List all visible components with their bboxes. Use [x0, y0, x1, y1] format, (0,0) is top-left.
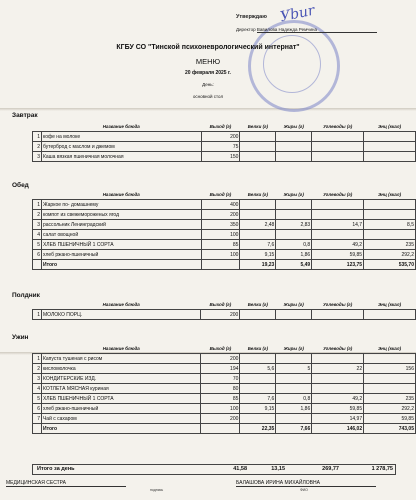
cell-e	[364, 142, 416, 152]
day-total-fat: 13,15	[271, 466, 285, 472]
cell-b: 9,15	[240, 250, 276, 260]
column-header: Углеводы (г)	[323, 302, 353, 307]
table-row	[33, 364, 416, 374]
cell-n: 3	[33, 374, 42, 384]
cell-b	[240, 132, 276, 142]
cell-name: ХЛЕБ ПШЕНИЧНЫЙ 1 СОРТА	[41, 394, 201, 404]
column-header: Выход (г)	[209, 192, 232, 197]
cell-e: 235	[364, 394, 416, 404]
cell-f: 0,8	[276, 240, 312, 250]
cell-b	[240, 142, 276, 152]
name-caption: ФИО	[300, 488, 308, 492]
cell-name: Каша вязкая пшеничная молочная	[41, 152, 201, 162]
day-total-label: Итого за день	[37, 466, 75, 472]
table-breakfast	[32, 122, 416, 162]
cell-out: 400	[201, 200, 240, 210]
cell-c: 59,85	[312, 404, 364, 414]
cell-f	[276, 414, 312, 424]
cell-b: 2,48	[240, 220, 276, 230]
cell-n: 7	[33, 414, 42, 424]
cell-f	[276, 152, 312, 162]
table-row	[33, 230, 416, 240]
cell-name: Чай с сахаром	[41, 414, 201, 424]
column-header: Название блюда	[102, 124, 140, 129]
cell-out: 70	[201, 374, 240, 384]
total-b: 19,23	[240, 260, 276, 270]
cell-name: Жаркое по- домашнему	[41, 200, 201, 210]
cell-b: 5,6	[240, 364, 276, 374]
cell-f: 1,86	[276, 250, 312, 260]
cell-n: 6	[33, 250, 42, 260]
table-header	[33, 122, 416, 132]
cell-c	[312, 384, 364, 394]
total-e: 743,05	[364, 424, 416, 434]
section-breakfast-title: Завтрак	[12, 112, 38, 119]
cell-b	[240, 310, 276, 320]
section-dinner-title: Ужин	[12, 334, 29, 341]
cell-b	[240, 230, 276, 240]
cell-n: 5	[33, 394, 42, 404]
header-num	[33, 344, 42, 354]
section-snack-title: Полдник	[12, 292, 40, 299]
cell-f	[276, 200, 312, 210]
cell-b: 9,15	[240, 404, 276, 414]
diet-type: основной стол	[192, 94, 224, 99]
cell-f	[276, 354, 312, 364]
cell-out: 100	[201, 230, 240, 240]
cell-out: 200	[201, 310, 240, 320]
column-header: Энц (ккал)	[378, 346, 402, 351]
table-row	[33, 200, 416, 210]
table-row	[33, 210, 416, 220]
column-header: Жиры (г)	[283, 302, 304, 307]
total-c: 123,75	[312, 260, 364, 270]
cell-name: компот из свежемороженых ягод	[41, 210, 201, 220]
director-line	[236, 27, 377, 33]
cell-c	[312, 354, 364, 364]
cell-name: ХЛЕБ ПШЕНИЧНЫЙ 1 СОРТА	[41, 240, 201, 250]
cell-f	[276, 310, 312, 320]
cell-n: 2	[33, 210, 42, 220]
table-row	[33, 310, 416, 320]
cell-out: 100	[201, 250, 240, 260]
cell-n: 1	[33, 354, 42, 364]
nurse-position: МЕДИЦИНСКАЯ СЕСТРА	[6, 480, 126, 487]
cell-e: 156	[364, 364, 416, 374]
table-row	[33, 220, 416, 230]
column-header: Название блюда	[102, 302, 140, 307]
total-row	[33, 260, 416, 270]
signature-caption: подпись	[150, 488, 164, 492]
cell-f: 2,83	[276, 220, 312, 230]
cell-f: 0,8	[276, 394, 312, 404]
column-header: Выход (г)	[209, 346, 232, 351]
organization-title: КГБУ СО "Тинской психоневрологический интернат"	[116, 44, 300, 51]
cell-e	[364, 200, 416, 210]
column-header: Выход (г)	[209, 302, 232, 307]
cell-b	[240, 152, 276, 162]
cell-b: 7,6	[240, 240, 276, 250]
table-row	[33, 250, 416, 260]
header-num	[33, 122, 42, 132]
cell-out: 200	[201, 132, 240, 142]
day-total-row	[32, 464, 396, 475]
cell-name: хлеб ржано-пшеничный	[41, 404, 201, 414]
cell-f	[276, 384, 312, 394]
cell-name: кофе на молоке	[41, 132, 201, 142]
column-header: Углеводы (г)	[323, 124, 353, 129]
cell-out: 200	[201, 414, 240, 424]
director-signature: Уbur	[278, 2, 317, 26]
empty-cell	[201, 424, 240, 434]
day-total-protein: 41,58	[233, 466, 247, 472]
cell-out: 150	[201, 152, 240, 162]
total-e: 535,70	[364, 260, 416, 270]
table-row	[33, 394, 416, 404]
cell-name: рассольник Ленинградский	[41, 220, 201, 230]
cell-c	[312, 374, 364, 384]
table-dinner	[32, 344, 416, 434]
column-header: Жиры (г)	[283, 346, 304, 351]
cell-c: 59,85	[312, 250, 364, 260]
total-row	[33, 424, 416, 434]
table-header	[33, 300, 416, 310]
empty-cell	[201, 260, 240, 270]
cell-name: хлеб ржано-пшеничный	[41, 250, 201, 260]
cell-out: 200	[201, 210, 240, 220]
cell-c	[312, 230, 364, 240]
total-c: 146,02	[312, 424, 364, 434]
approval-label: Утверждаю	[236, 14, 267, 20]
cell-c: 49,2	[312, 240, 364, 250]
nurse-name: БАЛАШОВА ИРИНА МИХАЙЛОВНА	[236, 480, 376, 487]
table-lunch	[32, 190, 416, 270]
table-row	[33, 414, 416, 424]
cell-n: 1	[33, 200, 42, 210]
cell-c	[312, 200, 364, 210]
column-header: Углеводы (г)	[323, 346, 353, 351]
table-header	[33, 190, 416, 200]
cell-c	[312, 152, 364, 162]
cell-n: 2	[33, 142, 42, 152]
cell-e: 292,2	[364, 250, 416, 260]
total-label: Итого	[41, 260, 201, 270]
cell-c: 22	[312, 364, 364, 374]
cell-e	[364, 310, 416, 320]
column-header: Белки (г)	[247, 302, 268, 307]
menu-title: МЕНЮ	[195, 57, 221, 66]
cell-c	[312, 132, 364, 142]
table-row	[33, 354, 416, 364]
cell-out: 80	[201, 384, 240, 394]
cell-e: 8,5	[364, 220, 416, 230]
cell-c	[312, 210, 364, 220]
table-row	[33, 404, 416, 414]
cell-f	[276, 230, 312, 240]
cell-f	[276, 374, 312, 384]
cell-b	[240, 354, 276, 364]
cell-e: 235	[364, 240, 416, 250]
empty-cell	[33, 260, 42, 270]
cell-e: 292,2	[364, 404, 416, 414]
cell-e: 59,85	[364, 414, 416, 424]
cell-out: 100	[201, 404, 240, 414]
cell-e	[364, 354, 416, 364]
cell-n: 4	[33, 230, 42, 240]
director-name: Вавилова Надежда Ремчина	[257, 27, 377, 33]
column-header: Название блюда	[102, 346, 140, 351]
table-row	[33, 384, 416, 394]
cell-e	[364, 374, 416, 384]
day-label: День:	[202, 82, 214, 87]
table-row	[33, 374, 416, 384]
cell-b	[240, 374, 276, 384]
section-lunch-title: Обед	[12, 182, 29, 189]
cell-e	[364, 152, 416, 162]
cell-out: 200	[201, 354, 240, 364]
cell-name: салат овощной	[41, 230, 201, 240]
cell-b	[240, 414, 276, 424]
day-total-energy: 1 278,75	[371, 466, 393, 472]
cell-f: 1,86	[276, 404, 312, 414]
table-row	[33, 142, 416, 152]
total-f: 5,49	[276, 260, 312, 270]
column-header: Выход (г)	[209, 124, 232, 129]
cell-n: 4	[33, 384, 42, 394]
menu-date: 20 февраля 2025 г.	[185, 70, 231, 76]
cell-name: бутерброд с маслом и джемом	[41, 142, 201, 152]
header-num	[33, 190, 42, 200]
director-label: Директор	[236, 27, 256, 32]
cell-e	[364, 132, 416, 142]
total-label: Итого	[41, 424, 201, 434]
paper-fold	[0, 108, 416, 111]
cell-f	[276, 210, 312, 220]
cell-n: 5	[33, 240, 42, 250]
cell-f	[276, 132, 312, 142]
cell-n: 3	[33, 220, 42, 230]
empty-cell	[33, 424, 42, 434]
cell-n: 3	[33, 152, 42, 162]
cell-e	[364, 230, 416, 240]
table-row	[33, 240, 416, 250]
cell-out: 194	[201, 364, 240, 374]
cell-c	[312, 142, 364, 152]
cell-out: 85	[201, 394, 240, 404]
cell-name: КОТЛЕТА МЯСНАЯ куриная	[41, 384, 201, 394]
table-header	[33, 344, 416, 354]
cell-name: кисломолочка	[41, 364, 201, 374]
cell-name: Капуста тушеная с рисом	[41, 354, 201, 364]
column-header: Жиры (г)	[283, 192, 304, 197]
cell-b	[240, 200, 276, 210]
cell-name: МОЛОКО ПОРЦ.	[41, 310, 200, 320]
column-header: Энц (ккал)	[378, 124, 402, 129]
column-header: Белки (г)	[247, 124, 268, 129]
table-row	[33, 132, 416, 142]
column-header: Энц (ккал)	[378, 192, 402, 197]
cell-e	[364, 210, 416, 220]
cell-name: КОНДИТЕРСКИЕ ИЗД.	[41, 374, 201, 384]
cell-f: 5	[276, 364, 312, 374]
column-header: Жиры (г)	[283, 124, 304, 129]
column-header: Белки (г)	[247, 192, 268, 197]
total-f: 7,66	[276, 424, 312, 434]
cell-out: 350	[201, 220, 240, 230]
cell-c: 49,2	[312, 394, 364, 404]
cell-n: 1	[33, 132, 42, 142]
day-total-carbs: 269,77	[322, 466, 339, 472]
cell-n: 2	[33, 364, 42, 374]
column-header: Название блюда	[102, 192, 140, 197]
column-header: Углеводы (г)	[323, 192, 353, 197]
cell-c: 14,97	[312, 414, 364, 424]
cell-b: 7,6	[240, 394, 276, 404]
table-snack	[32, 300, 416, 320]
cell-c: 14,7	[312, 220, 364, 230]
cell-n: 1	[33, 310, 42, 320]
total-b: 22,35	[240, 424, 276, 434]
cell-out: 75	[201, 142, 240, 152]
cell-e	[364, 384, 416, 394]
cell-f	[276, 142, 312, 152]
column-header: Белки (г)	[247, 346, 268, 351]
cell-out: 85	[201, 240, 240, 250]
cell-b	[240, 384, 276, 394]
cell-c	[312, 310, 364, 320]
table-row	[33, 152, 416, 162]
header-num	[33, 300, 42, 310]
column-header: Энц (ккал)	[377, 302, 402, 307]
cell-b	[240, 210, 276, 220]
cell-n: 6	[33, 404, 42, 414]
